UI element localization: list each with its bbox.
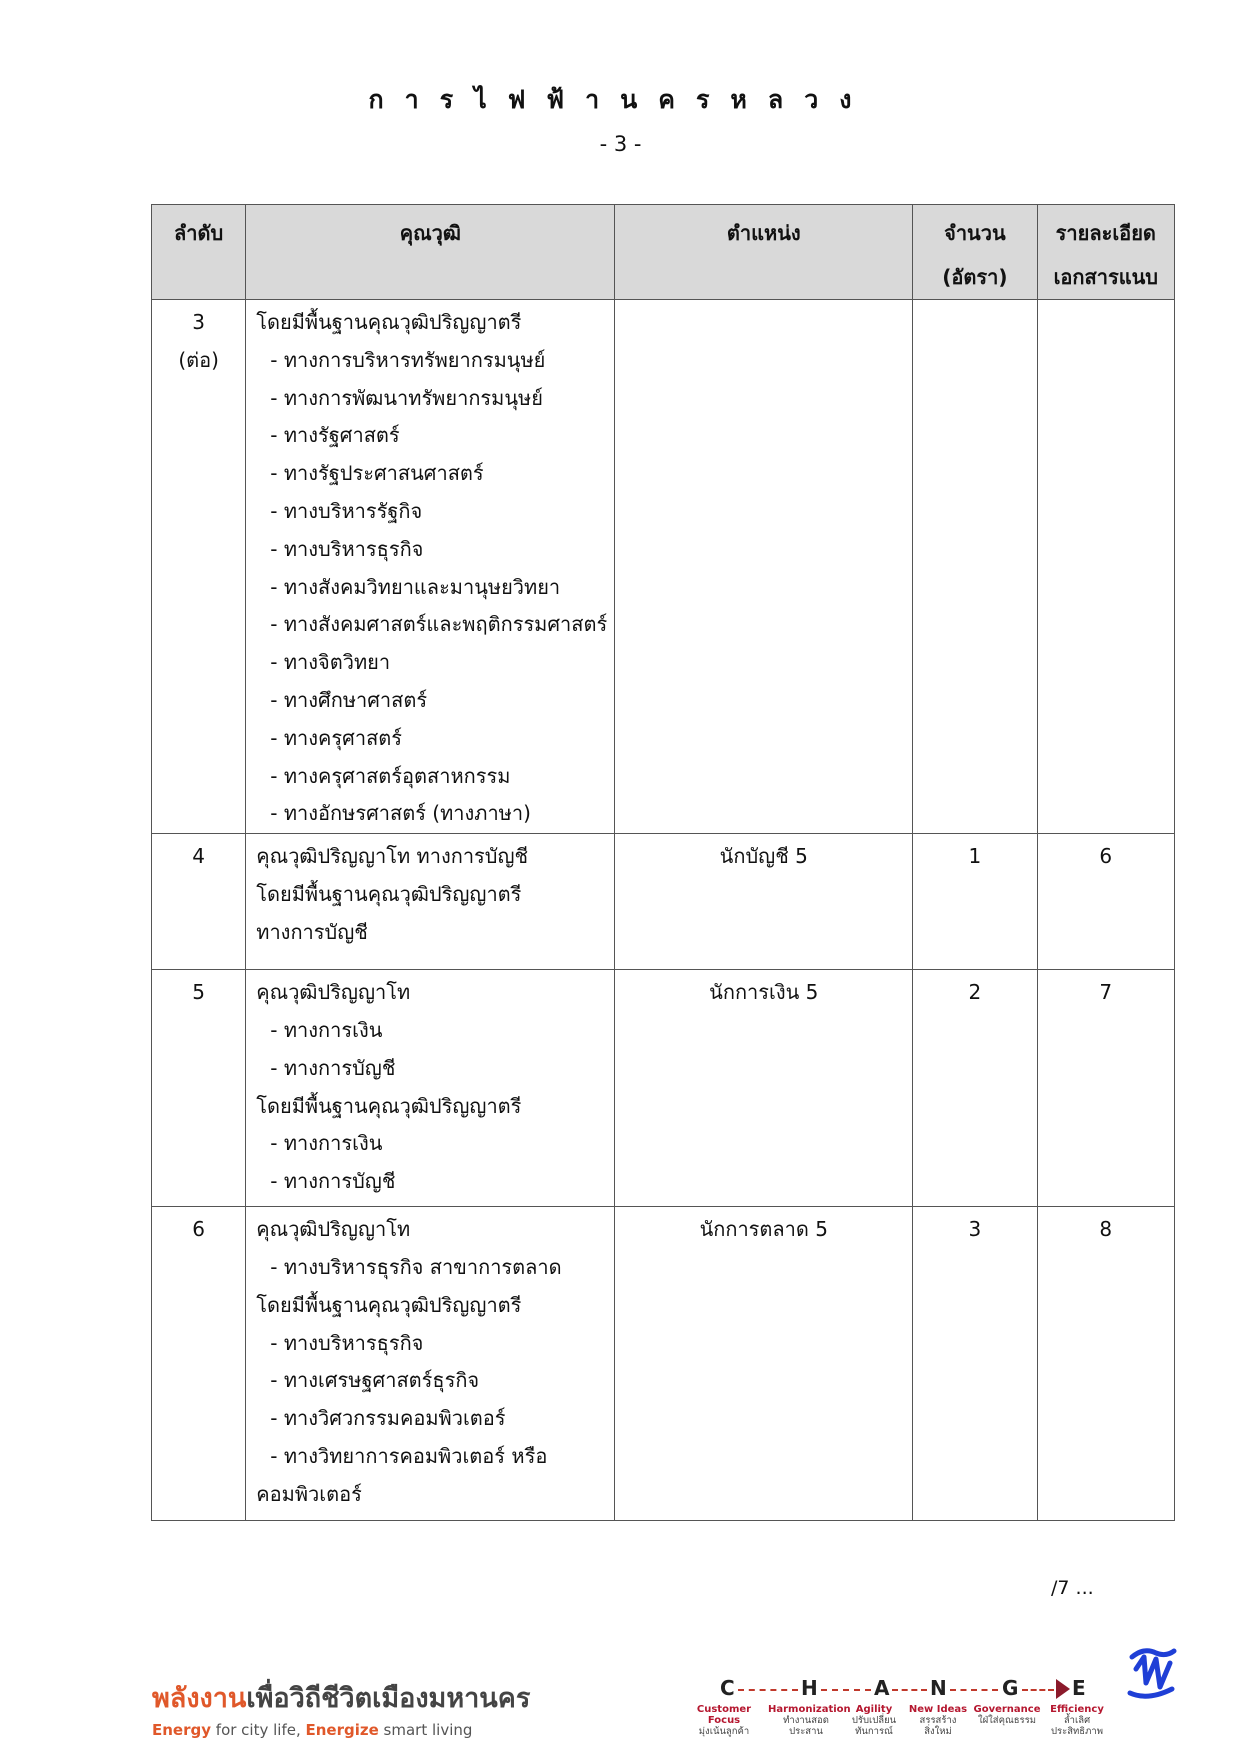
- row-count: 1: [913, 834, 1037, 970]
- row-qualification: คุณวุฒิปริญญาโท - ทางการเงิน - ทางการบัญชี โดยมีพื้นฐานคุณวุฒิปริญญาตรี - ทางการเงิน - ทางการบัญชี: [246, 970, 615, 1207]
- row-position: [615, 300, 913, 834]
- change-letter-g: G: [1002, 1676, 1019, 1700]
- change-letter-c: C: [720, 1676, 735, 1700]
- table-row: [152, 834, 1175, 970]
- slogan-thai: พลังงานเพื่อวิถีชีวิตเมืองมหานคร: [152, 1683, 531, 1714]
- table-row: [152, 970, 1175, 1207]
- row-qualification: คุณวุฒิปริญญาโท - ทางบริหารธุรกิจ สาขาการตลาด โดยมีพื้นฐานคุณวุฒิปริญญาตรี - ทางบริหารธุรกิจ - ทางเศรษฐศาสตร์ธุรกิจ - ทางวิศวกรรมคอมพิวเตอร์ - ทางวิทยาการคอมพิวเตอร์ หรือ คอมพิวเตอร์: [246, 1207, 615, 1521]
- row-position: นักบัญชี 5: [615, 834, 913, 970]
- footer-slogan: [152, 1676, 530, 1739]
- row-count: 3: [913, 1207, 1037, 1521]
- row-count: 2: [913, 970, 1037, 1207]
- change-values-banner: [686, 1676, 1104, 1737]
- table-row: [152, 1207, 1175, 1521]
- continuation-marker: /7 ...: [1051, 1577, 1094, 1599]
- row-attachment: 7: [1037, 970, 1174, 1207]
- row-no: 5: [152, 970, 246, 1207]
- change-label-a: Agility ปรับเปลี่ยน ทันการณ์: [851, 1704, 897, 1737]
- row-position: นักการเงิน 5: [615, 970, 913, 1207]
- row-no: 3 (ต่อ): [152, 300, 246, 834]
- change-letter-e: E: [1072, 1676, 1086, 1700]
- change-label-c: Customer Focus มุ่งเน้นลูกค้า: [696, 1704, 752, 1737]
- page-number: - 3 -: [599, 132, 642, 156]
- row-qualification: คุณวุฒิปริญญาโท ทางการบัญชี โดยมีพื้นฐานคุณวุฒิปริญญาตรี ทางการบัญชี: [246, 834, 615, 970]
- table-header-row: [152, 205, 1175, 300]
- header-count: จำนวน (อัตรา): [913, 205, 1037, 300]
- change-letter-h: H: [801, 1676, 818, 1700]
- change-label-g: Governance ใฝ่ใส่คุณธรรม: [973, 1704, 1041, 1726]
- change-letter-a: A: [874, 1676, 890, 1700]
- slogan-english: Energy for city life, Energize smart living: [152, 1721, 473, 1739]
- header-qualification: คุณวุฒิ: [246, 205, 615, 300]
- row-attachment: [1037, 300, 1174, 834]
- row-no: 6: [152, 1207, 246, 1521]
- table-row: [152, 300, 1175, 834]
- row-attachment: 8: [1037, 1207, 1174, 1521]
- arrow-icon: [1056, 1679, 1070, 1699]
- mea-logo-icon: [1122, 1643, 1182, 1703]
- change-letter-n: N: [930, 1676, 947, 1700]
- row-no: 4: [152, 834, 246, 970]
- header-position: ตำแหน่ง: [615, 205, 913, 300]
- header-attachment: รายละเอียด เอกสารแนบ: [1037, 205, 1174, 300]
- row-attachment: 6: [1037, 834, 1174, 970]
- change-label-n: New Ideas สรรสร้าง สิ่งใหม่: [908, 1704, 968, 1737]
- change-label-e: Efficiency ล้ำเลิศ ประสิทธิภาพ: [1050, 1704, 1104, 1737]
- row-position: นักการตลาด 5: [615, 1207, 913, 1521]
- row-qualification: โดยมีพื้นฐานคุณวุฒิปริญญาตรี - ทางการบริหารทรัพยากรมนุษย์ - ทางการพัฒนาทรัพยากรมนุษย์ - ทางรัฐศาสตร์ - ทางรัฐประศาสนศาสตร์ - ทางบริหารรัฐกิจ - ทางบริหารธุรกิจ - ทางสังคมวิทยาและมานุษยวิทยา - ทางสังคมศาสตร์และพฤติกรรมศาสตร์ - ทางจิตวิทยา - ทางศึกษาศาสตร์ - ทางครุศาสตร์ - ทางครุศาสตร์อุตสาหกรรม - ทางอักษรศาสตร์ (ทางภาษา): [246, 300, 615, 834]
- row-count: [913, 300, 1037, 834]
- header-no: ลำดับ: [152, 205, 246, 300]
- qualification-table: [151, 204, 1175, 1521]
- org-title: การไฟฟ้านครหลวง: [368, 85, 873, 114]
- change-label-h: Harmonization ทำงานสอดประสาน: [768, 1704, 851, 1737]
